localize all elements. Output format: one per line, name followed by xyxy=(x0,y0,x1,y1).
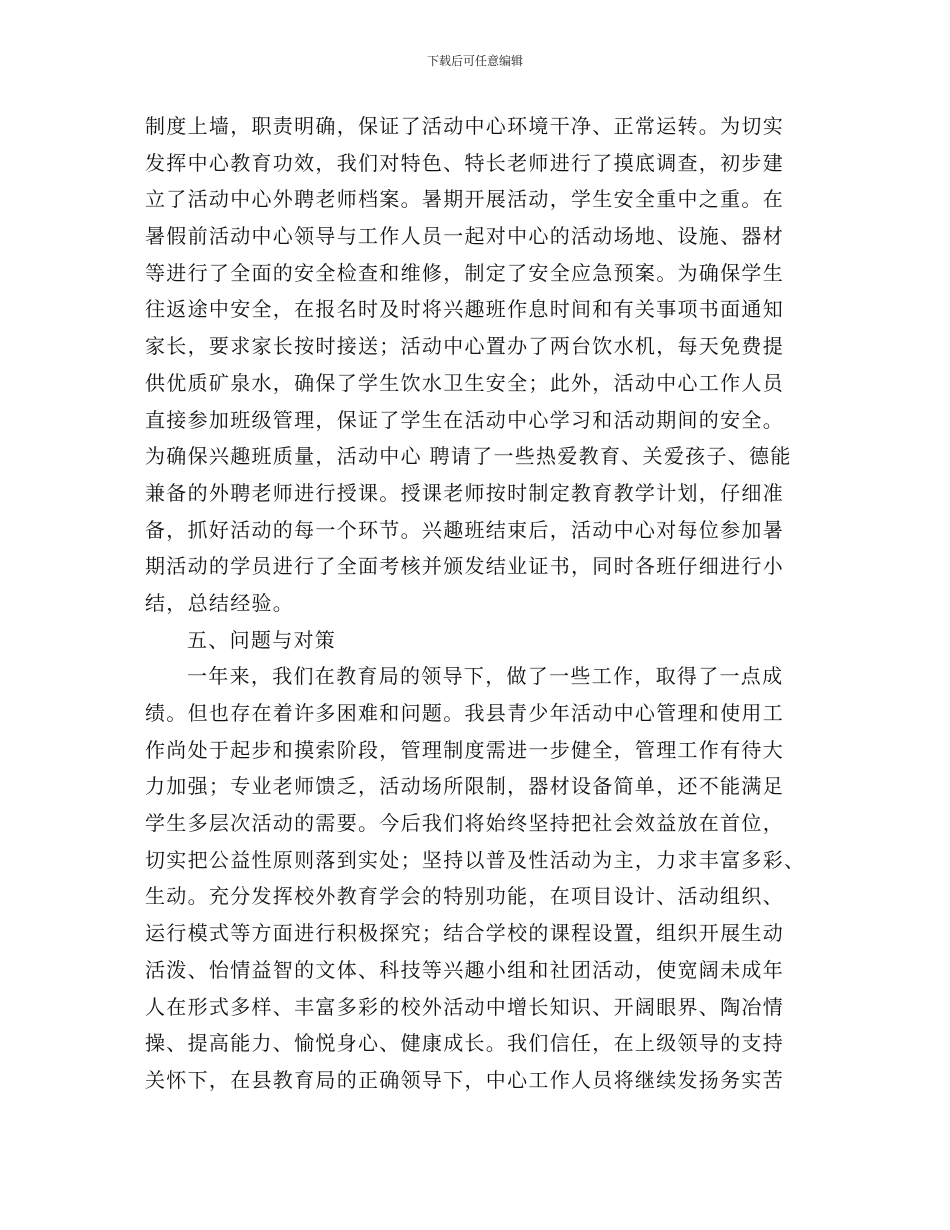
body-line: 备，抓好活动的每一个环节。兴趣班结束后，活动中心对每位参加暑 xyxy=(145,517,784,542)
body-line: 往返途中安全，在报名时及时将兴趣班作息时间和有关事项书面通知 xyxy=(145,297,784,322)
body-line: 期活动的学员进行了全面考核并颁发结业证书，同时各班仔细进行小 xyxy=(145,554,784,579)
body-line: 等进行了全面的安全检查和维修，制定了安全应急预案。为确保学生 xyxy=(145,260,784,285)
body-line: 人在形式多样、丰富多彩的校外活动中增长知识、开阔眼界、陶冶情 xyxy=(145,994,784,1019)
body-line: 关怀下，在县教育局的正确领导下，中心工作人员将继续发扬务实苦 xyxy=(145,1067,784,1092)
body-line: 为确保兴趣班质量，活动中心 聘请了一些热爱教育、关爱孩子、德能 xyxy=(145,444,792,469)
paragraph-first-line: 一年来，我们在教育局的领导下，做了一些工作，取得了一点成 xyxy=(187,664,784,689)
body-line: 绩。但也存在着许多困难和问题。我县青少年活动中心管理和使用工 xyxy=(145,701,784,725)
body-line: 操、提高能力、愉悦身心、健康成长。我们信任，在上级领导的支持 xyxy=(145,1031,784,1056)
body-line: 暑假前活动中心领导与工作人员一起对中心的活动场地、设施、器材 xyxy=(145,224,784,249)
page-header-note: 下载后可任意编辑 xyxy=(426,54,523,68)
body-line: 供优质矿泉水，确保了学生饮水卫生安全；此外，活动中心工作人员 xyxy=(145,370,784,395)
body-line: 制度上墙，职责明确，保证了活动中心环境干净、正常运转。为切实 xyxy=(145,114,784,138)
body-line: 活泼、怡情益智的文体、科技等兴趣小组和社团活动，使宽阔未成年 xyxy=(145,957,784,982)
body-line: 立了活动中心外聘老师档案。暑期开展活动，学生安全重中之重。在 xyxy=(145,187,784,212)
body-line: 学生多层次活动的需要。今后我们将始终坚持把社会效益放在首位， xyxy=(145,811,784,836)
body-line: 发挥中心教育功效，我们对特色、特长老师进行了摸底调查，初步建 xyxy=(145,150,784,175)
body-line: 结，总结经验。 xyxy=(145,590,295,615)
body-line: 力加强；专业老师馈乏，活动场所限制，器材设备简单，还不能满足 xyxy=(145,774,784,799)
body-line: 家长，要求家长按时接送；活动中心置办了两台饮水机，每天免费提 xyxy=(145,334,784,359)
body-line: 兼备的外聘老师进行授课。授课老师按时制定教育教学计划，仔细准 xyxy=(145,480,784,505)
section-heading: 五、问题与对策 xyxy=(187,627,337,652)
body-line: 作尚处于起步和摸索阶段，管理制度需进一步健全，管理工作有待大 xyxy=(145,737,784,762)
body-line: 直接参加班级管理，保证了学生在活动中心学习和活动期间的安全。 xyxy=(145,407,784,432)
document-body xyxy=(145,108,807,1099)
body-line: 切实把公益性原则落到实处；坚持以普及性活动为主，力求丰富多彩、 xyxy=(145,847,806,872)
body-line: 生动。充分发挥校外教育学会的特别功能，在项目设计、活动组织、 xyxy=(145,884,784,909)
body-line: 运行模式等方面进行积极探究；结合学校的课程设置，组织开展生动 xyxy=(145,921,784,946)
